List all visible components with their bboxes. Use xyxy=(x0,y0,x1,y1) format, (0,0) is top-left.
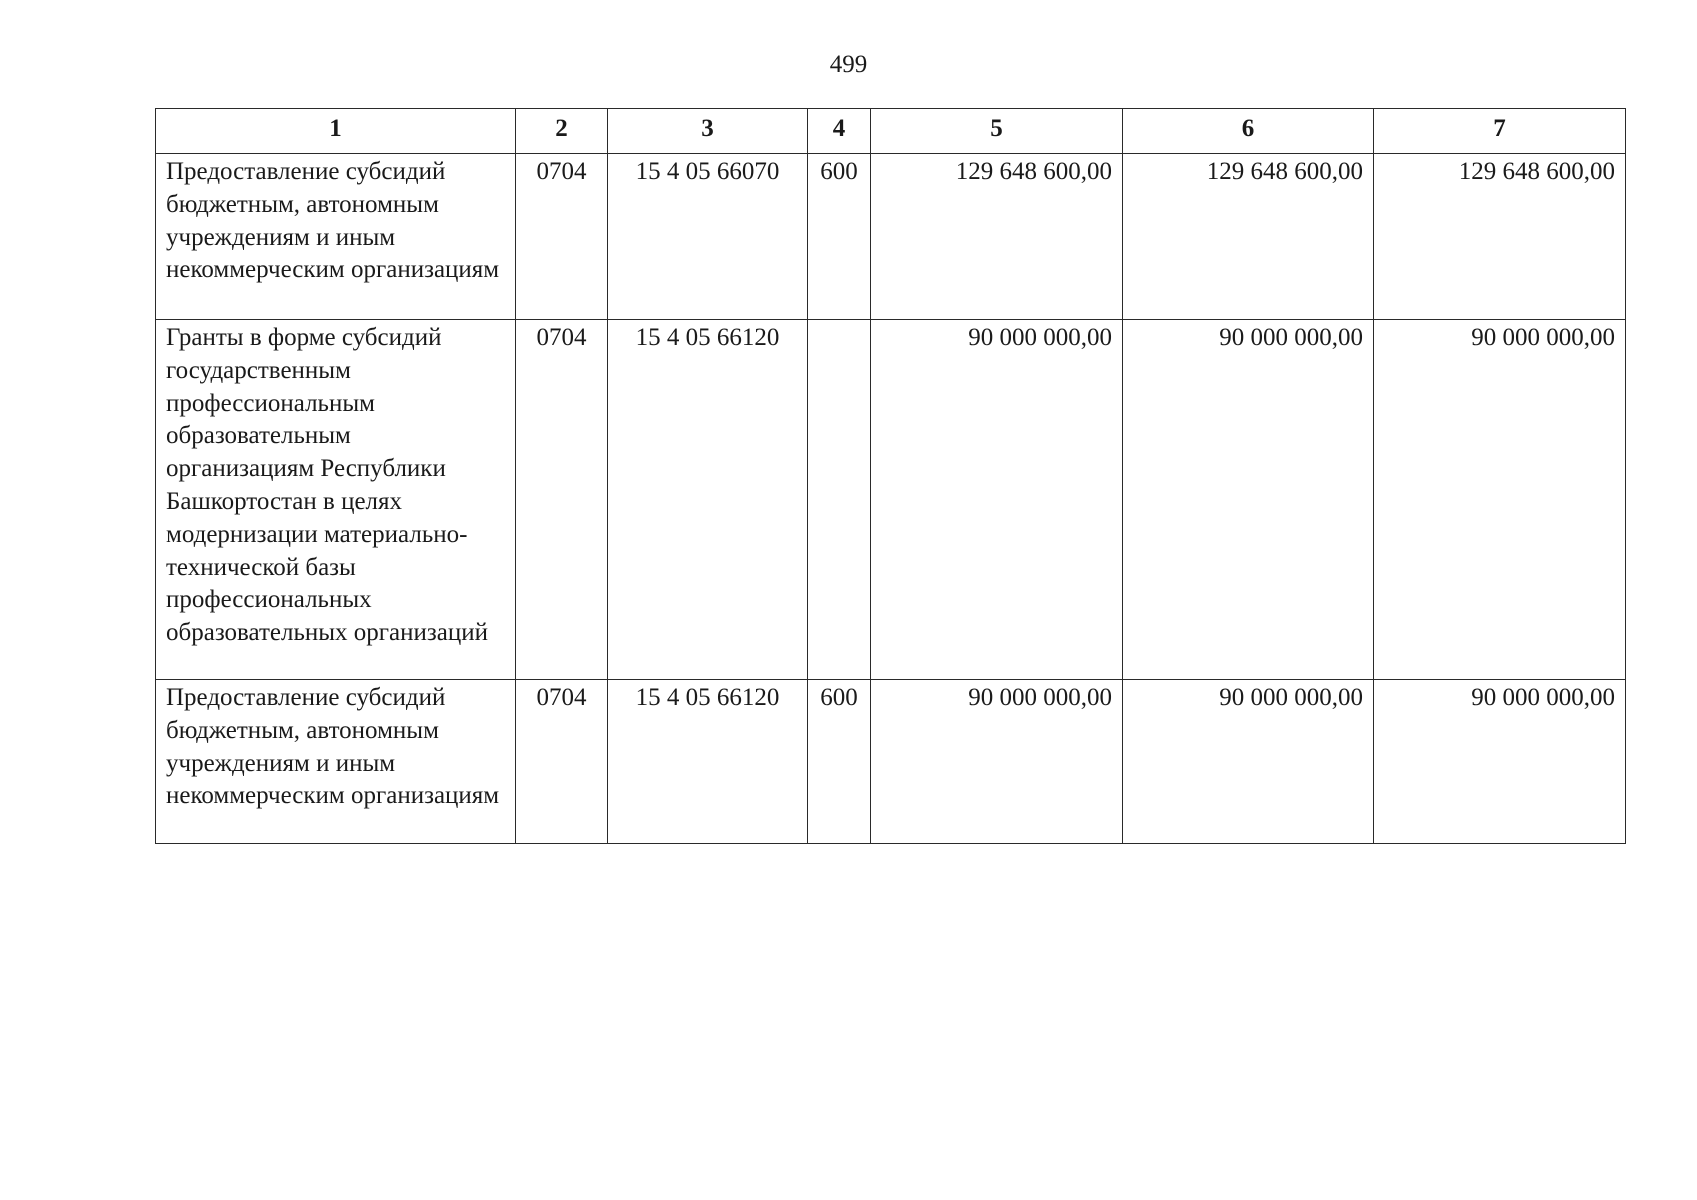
header-col-2: 2 xyxy=(516,109,608,154)
row-name: Гранты в форме субсидий государственным профессиональным образовательным организациям Республики Башкортостан в целях модернизации материально-технической базы профессиональных образовательных организаций xyxy=(156,320,516,680)
row-name: Предоставление субсидий бюджетным, автономным учреждениям и иным некоммерческим организациям xyxy=(156,154,516,320)
row-target-article: 15 4 05 66070 xyxy=(608,154,808,320)
budget-table xyxy=(155,108,1626,844)
row-amount-1: 90 000 000,00 xyxy=(871,320,1123,680)
row-expense-type xyxy=(808,320,871,680)
row-amount-1: 129 648 600,00 xyxy=(871,154,1123,320)
header-col-6: 6 xyxy=(1123,109,1374,154)
row-target-article: 15 4 05 66120 xyxy=(608,680,808,844)
table-row xyxy=(156,154,1626,320)
row-section: 0704 xyxy=(516,680,608,844)
row-target-article: 15 4 05 66120 xyxy=(608,320,808,680)
header-col-4: 4 xyxy=(808,109,871,154)
row-amount-3: 90 000 000,00 xyxy=(1374,680,1626,844)
row-amount-2: 129 648 600,00 xyxy=(1123,154,1374,320)
row-expense-type: 600 xyxy=(808,154,871,320)
page-number: 499 xyxy=(829,51,868,78)
row-section: 0704 xyxy=(516,154,608,320)
row-amount-3: 90 000 000,00 xyxy=(1374,320,1626,680)
table-row xyxy=(156,320,1626,680)
row-amount-1: 90 000 000,00 xyxy=(871,680,1123,844)
row-amount-3: 129 648 600,00 xyxy=(1374,154,1626,320)
row-expense-type: 600 xyxy=(808,680,871,844)
header-col-1: 1 xyxy=(156,109,516,154)
header-col-5: 5 xyxy=(871,109,1123,154)
row-section: 0704 xyxy=(516,320,608,680)
row-amount-2: 90 000 000,00 xyxy=(1123,680,1374,844)
row-amount-2: 90 000 000,00 xyxy=(1123,320,1374,680)
row-name: Предоставление субсидий бюджетным, автономным учреждениям и иным некоммерческим организациям xyxy=(156,680,516,844)
table-row xyxy=(156,680,1626,844)
header-col-3: 3 xyxy=(608,109,808,154)
header-row xyxy=(156,109,1626,154)
header-col-7: 7 xyxy=(1374,109,1626,154)
